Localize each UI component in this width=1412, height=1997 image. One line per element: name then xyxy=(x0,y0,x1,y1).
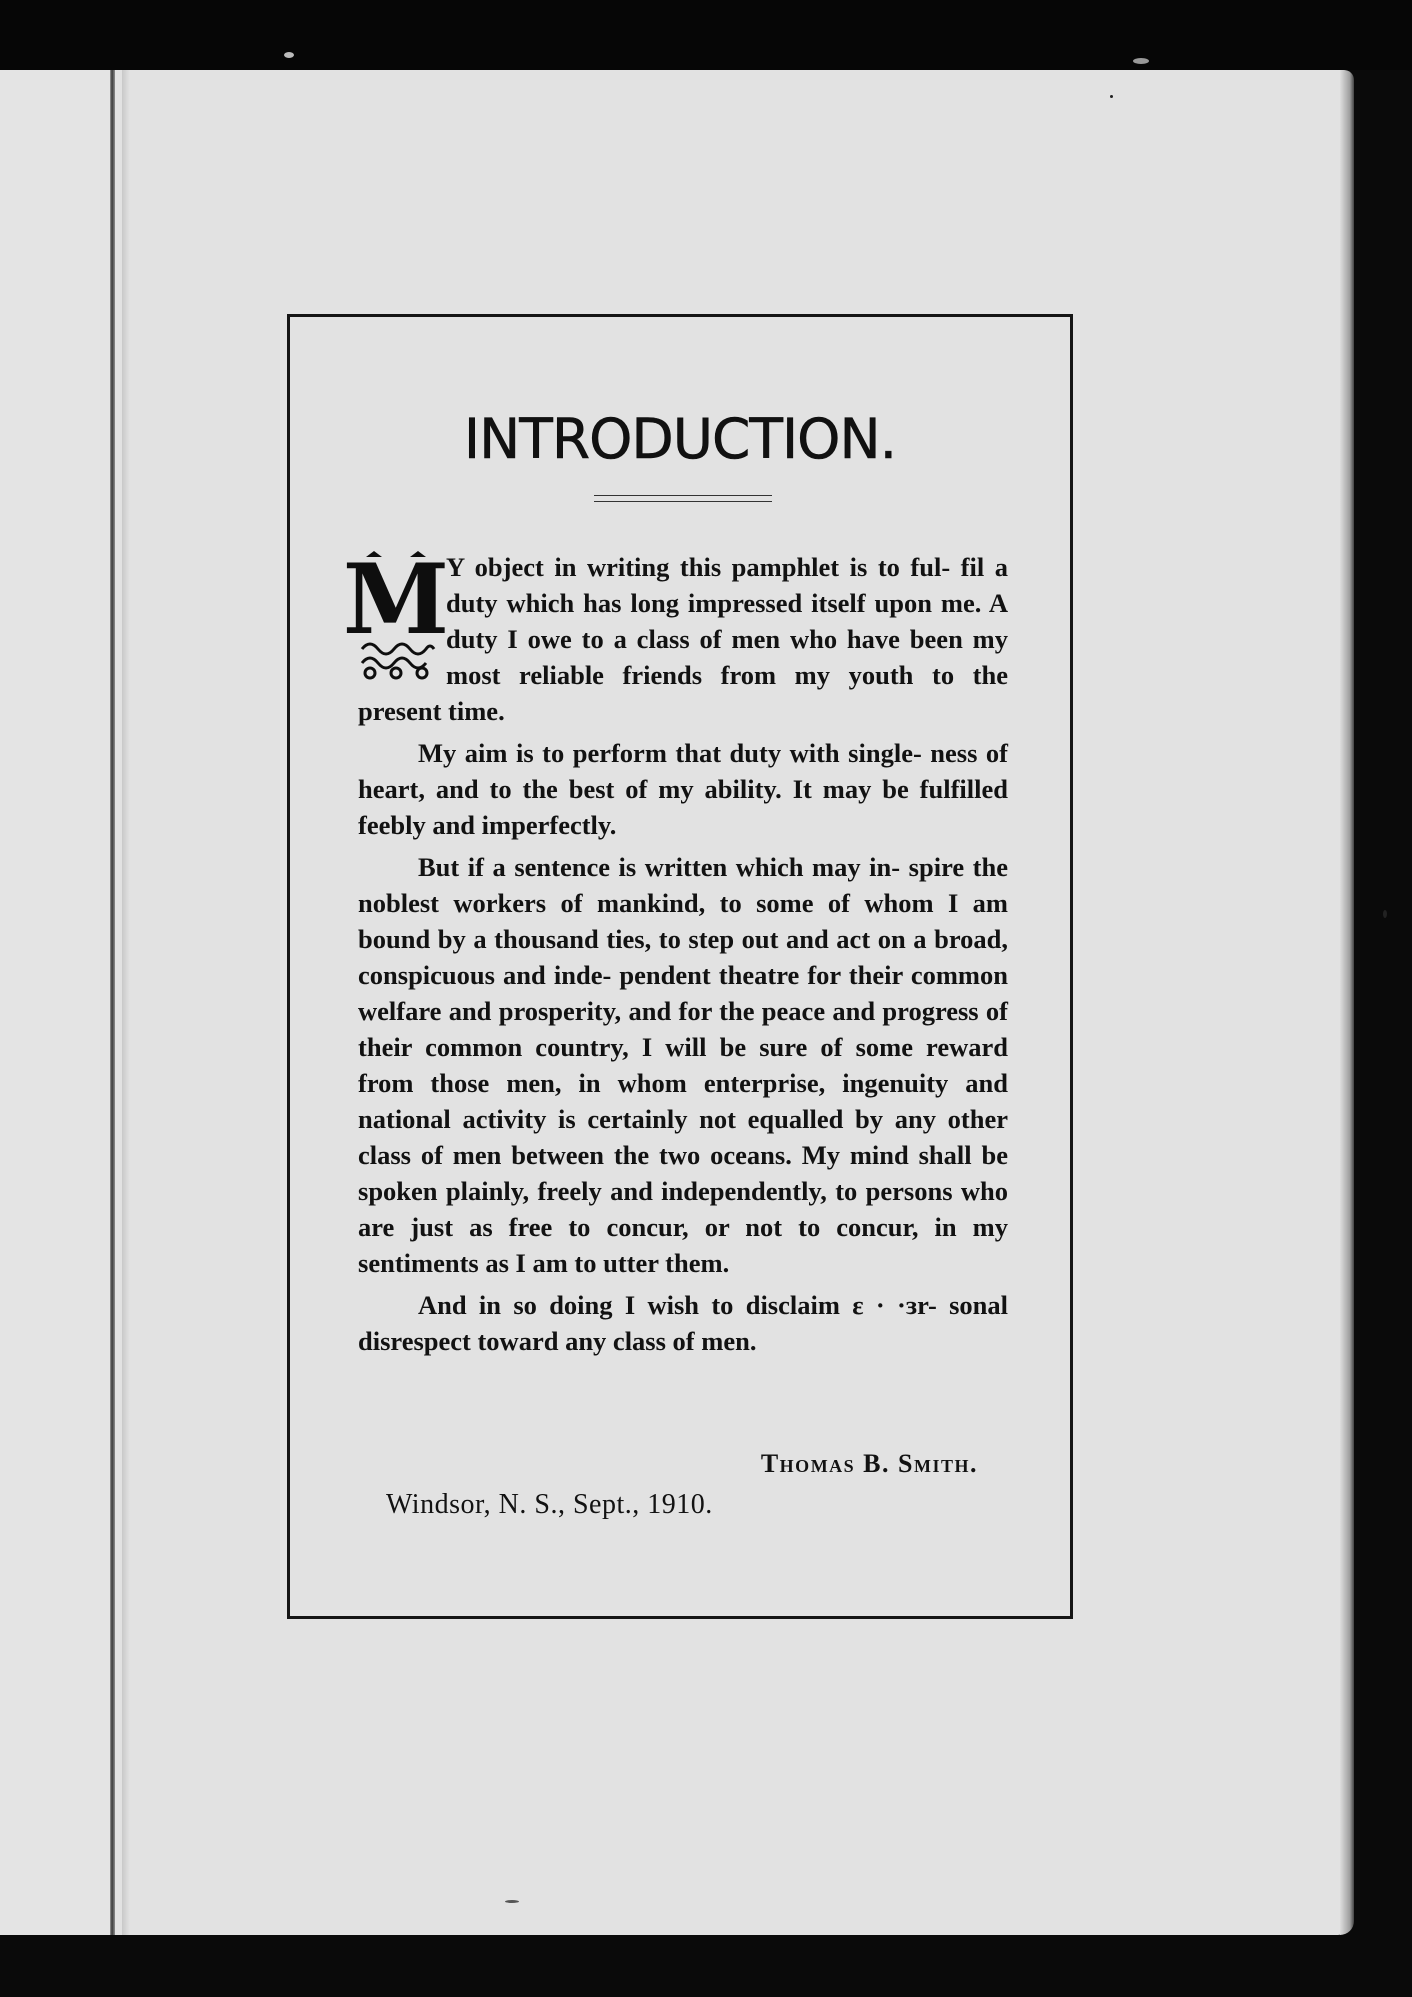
paragraph-4: And in so doing I wish to disclaim ε · ·ɜr- sonal disrespect toward any class of men. xyxy=(358,1290,1008,1356)
ornamental-dropcap xyxy=(342,543,450,681)
dropcap-letter: M xyxy=(342,543,450,656)
paragraph-2: My aim is to perform that duty with single- ness of heart, and to the best of my ability. It may be fulfilled feebly and imperfectly. xyxy=(358,738,1008,840)
paragraph-1-text: Y object in writing this pamphlet is to ful- fil a duty which has long impressed itself upon me. A duty I owe to a class of men who have been my most reliable friends from my youth to the present time. xyxy=(358,552,1008,726)
page-right-edge xyxy=(1340,70,1354,1935)
text-border-frame xyxy=(287,314,1073,1619)
title-double-rule xyxy=(594,495,772,507)
author-signature: Thomas B. Smith. xyxy=(760,1449,978,1478)
book-gutter xyxy=(110,70,115,1935)
paragraph-3: But if a sentence is written which may in- spire the noblest workers of mankind, to some of whom I am bound by a thousand ties, to step out and act on a broad, conspicuous and inde- pendent theatre for their common welfare and prosperity, and for the peace and progress of their common country, I will be sure of some reward from those men, in whom enterprise, ingenuity and national activity is certainly not equalled by any other class of men between the two oceans. My mind shall be spoken plainly, freely and independently, to persons who are just as free to concur, or not to concur, in my sentiments as I am to utter them. xyxy=(358,852,1008,1278)
scan-top-band xyxy=(0,0,1412,70)
introduction-text xyxy=(342,543,1008,1365)
gutter-shadow xyxy=(122,70,130,1935)
scan-speck xyxy=(505,1900,519,1903)
paragraph-1 xyxy=(342,543,1008,729)
scan-speck xyxy=(1110,95,1113,98)
scan-speck xyxy=(1133,58,1149,64)
facing-page-edge xyxy=(0,70,113,1935)
dateline: Windsor, N. S., Sept., 1910. xyxy=(386,1489,713,1520)
scan-speck xyxy=(284,52,294,58)
scan-speck xyxy=(1383,910,1387,918)
page-title: INTRODUCTION. xyxy=(463,407,897,471)
